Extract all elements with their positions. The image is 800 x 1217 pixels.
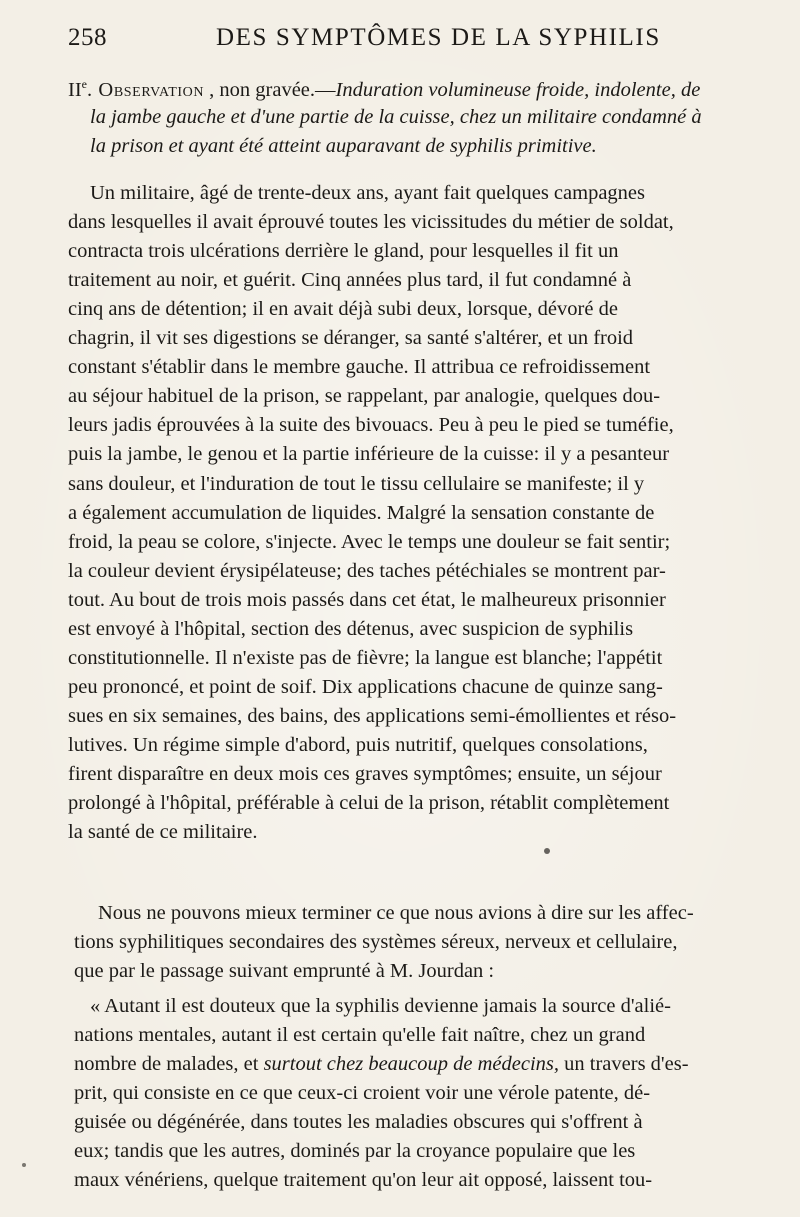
- case-report-line-2: dans lesquelles il avait éprouvé toutes les vicissitudes du métier de soldat,: [68, 211, 674, 234]
- quote-line-2: nations mentales, autant il est certain qu'elle fait naître, chez un grand: [74, 1024, 646, 1046]
- quote-line-7: maux vénériens, quelque traitement qu'on leur ait opposé, laissent tou-: [74, 1169, 653, 1191]
- case-report-line-21: firent disparaître en deux mois ces graves symptômes; ensuite, un séjour: [68, 763, 662, 785]
- page-number: 258: [68, 24, 107, 51]
- case-report-line-12: a également accumulation de liquides. Malgré la sensation constante de: [68, 501, 655, 524]
- case-report-line-8: au séjour habituel de la prison, se rappelant, par analogie, quelques dou-: [68, 385, 661, 408]
- case-report-line-7: constant s'établir dans le membre gauche. Il attribua ce refroidissement: [68, 356, 651, 379]
- case-report-line-6: chagrin, il vit ses digestions se déranger, sa santé s'altérer, et un froid: [68, 327, 634, 350]
- case-report-line-11: sans douleur, et l'induration de tout le tissu cellulaire se manifeste; il y: [68, 472, 645, 495]
- quote-line-4: prit, qui consiste en ce que ceux-ci croient voir une vérole patente, dé-: [74, 1082, 651, 1104]
- observation-label: . Observation: [86, 78, 205, 101]
- observation-number: II: [68, 78, 82, 101]
- case-report-line-16: est envoyé à l'hôpital, section des détenus, avec suspicion de syphilis: [68, 617, 634, 640]
- quote-line-3: [74, 1054, 689, 1075]
- case-report-line-13: froid, la peau se colore, s'injecte. Avec le temps une douleur se fait sentir;: [68, 530, 671, 553]
- observation-status: , non gravée.—: [204, 78, 336, 101]
- quote-line-3-start: nombre de malades, et: [74, 1053, 264, 1075]
- running-title: DES SYMPTÔMES DE LA SYPHILIS: [216, 24, 661, 51]
- quote-line-6: eux; tandis que les autres, dominés par la croyance populaire que les: [74, 1140, 636, 1162]
- quote-line-3-end: un travers d'es-: [559, 1053, 689, 1075]
- case-report-line-22: prolongé à l'hôpital, préférable à celui de la prison, rétablit complètement: [68, 792, 670, 815]
- case-report-line-17: constitutionnelle. Il n'existe pas de fièvre; la langue est blanche; l'appétit: [68, 646, 663, 669]
- ink-speck: [22, 1163, 26, 1167]
- observation-title-1: Induration volumineuse froide, indolente, de: [335, 78, 701, 101]
- case-report-line-14: la couleur devient érysipélateuse; des taches pétéchiales se montrent par-: [68, 559, 666, 582]
- transition-line-1: Nous ne pouvons mieux terminer ce que nous avions à dire sur les affec-: [98, 902, 694, 924]
- case-report-line-23: la santé de ce militaire.: [68, 821, 258, 844]
- case-report-line-19: sues en six semaines, des bains, des applications semi-émollientes et réso-: [68, 704, 677, 727]
- observation-heading: [68, 78, 700, 100]
- transition-line-2: tions syphilitiques secondaires des systèmes séreux, nerveux et cellulaire,: [74, 931, 678, 953]
- case-report-line-4: traitement au noir, et guérit. Cinq années plus tard, il fut condamné à: [68, 269, 632, 292]
- case-report-line-1: Un militaire, âgé de trente-deux ans, ayant fait quelques campagnes: [90, 182, 645, 204]
- case-report-line-9: leurs jadis éprouvées à la suite des bivouacs. Peu à peu le pied se tuméfie,: [68, 414, 674, 437]
- case-report-line-3: contracta trois ulcérations derrière le gland, pour lesquelles il fit un: [68, 240, 619, 263]
- quote-line-5: guisée ou dégénérée, dans toutes les maladies obscures qui s'offrent à: [74, 1111, 643, 1133]
- case-report-line-18: peu prononcé, et point de soif. Dix applications chacune de quinze sang-: [68, 675, 663, 698]
- transition-line-3: que par le passage suivant emprunté à M. Jourdan :: [74, 960, 495, 982]
- observation-number-suffix: e: [81, 77, 87, 91]
- observation-title-2: la jambe gauche et d'une partie de la cuisse, chez un militaire condamné à: [90, 106, 702, 128]
- page-header: [68, 24, 748, 58]
- case-report-line-10: puis la jambe, le genou et la partie inférieure de la cuisse: il y a pesanteur: [68, 443, 670, 466]
- quote-line-3-emphasis: surtout chez beaucoup de médecins,: [263, 1053, 560, 1075]
- ink-speck: [544, 848, 550, 854]
- case-report-line-5: cinq ans de détention; il en avait déjà subi deux, lorsque, dévoré de: [68, 298, 618, 321]
- observation-title-3: la prison et ayant été atteint auparavant de syphilis primitive.: [90, 135, 597, 157]
- case-report-line-15: tout. Au bout de trois mois passés dans cet état, le malheureux prisonnier: [68, 588, 666, 611]
- quote-line-1: « Autant il est douteux que la syphilis devienne jamais la source d'alié-: [90, 995, 671, 1017]
- case-report-line-20: lutives. Un régime simple d'abord, puis nutritif, quelques consolations,: [68, 733, 648, 756]
